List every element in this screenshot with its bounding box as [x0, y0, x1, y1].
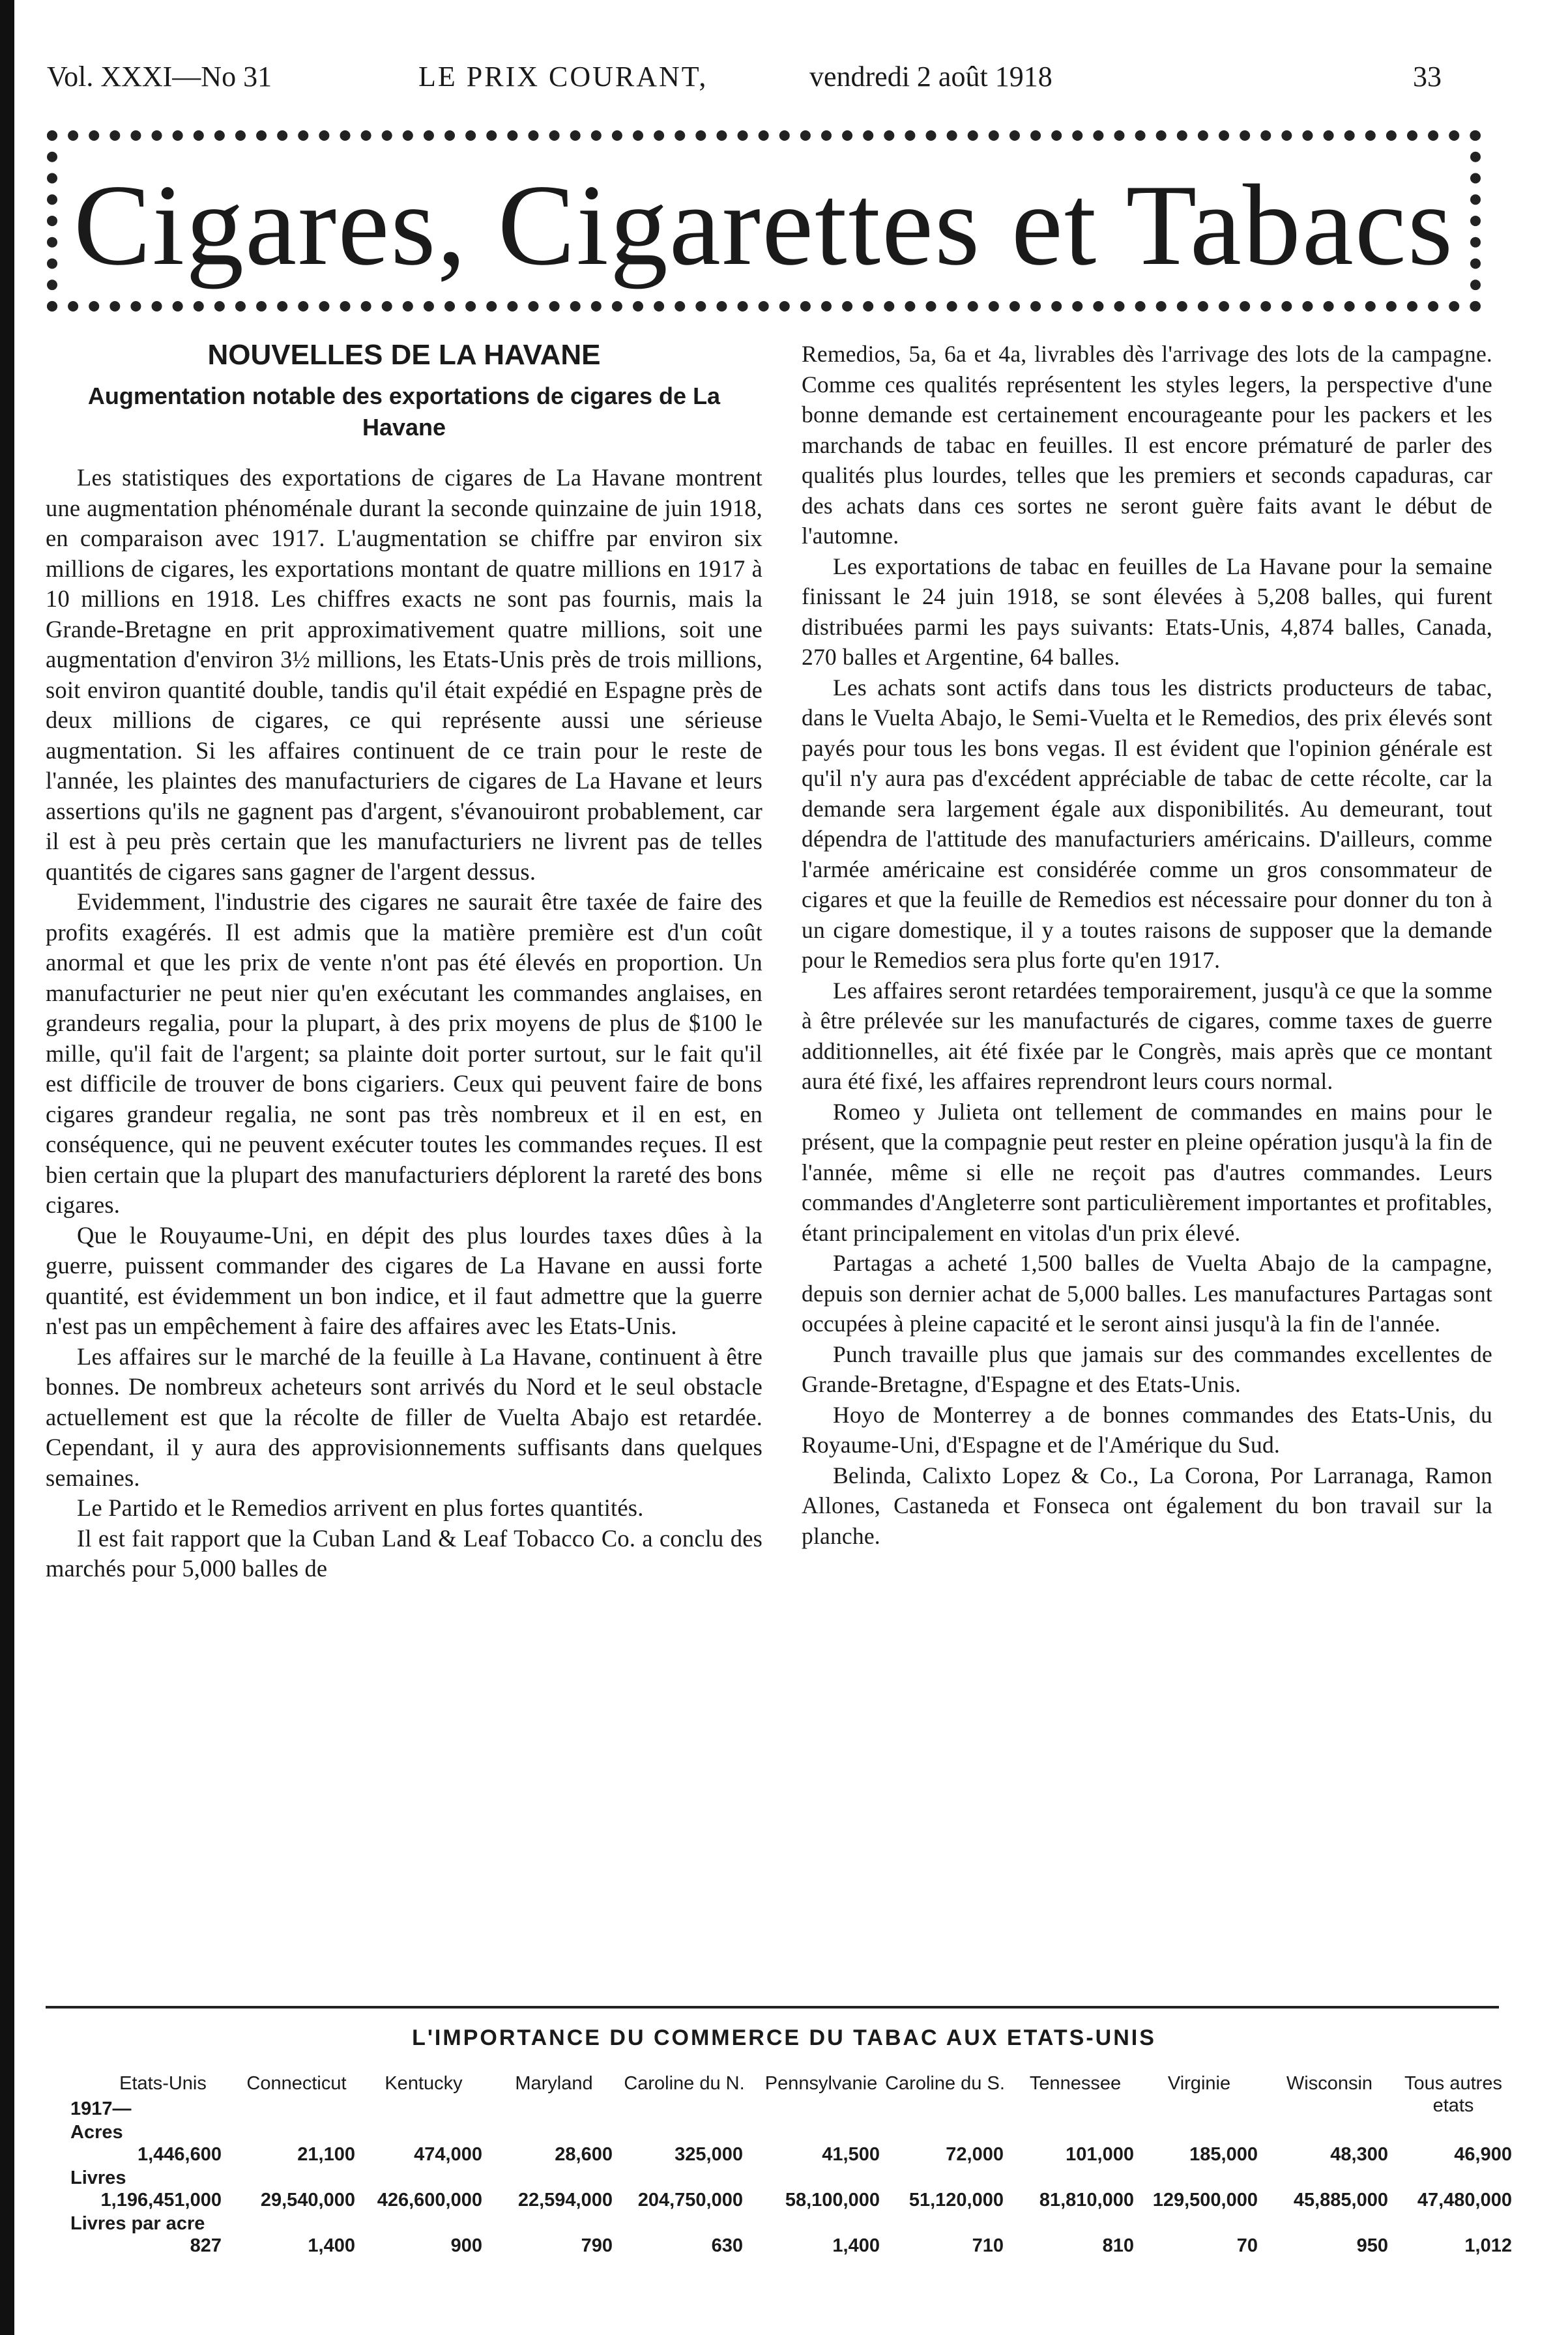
article-paragraph: Evidemment, l'industrie des cigares ne saurait être taxée de faire des profits exagérés. Il est admis que la matière première est d'un coût anormal et que les prix de vente n'ont pas été élevés en proportion. Un manufacturier ne peut nier qu'en exécutant les commandes anglaises, en grandeurs regalia, pour la plupart, à des prix moyens de plus de $100 le mille, qu'il fait de l'argent; sa plainte doit porter surtout, sur le fait qu'il est difficile de trouver de bons cigariers. Ceux qui peuvent faire de bons cigares grandeur regalia, ne sont pas très nombreux et il en est, en conséquence, qui ne peuvent exécuter toutes les commandes reçues. Il est bien certain que la plupart des manufacturiers déplorent la rareté des bons cigares.	[46, 888, 762, 1218]
table-cell: 1,196,451,000	[100, 2190, 222, 2211]
table-cell: 46,900	[1454, 2144, 1512, 2165]
table-cell: 48,300	[1330, 2144, 1388, 2165]
column-header: Tous autres etats	[1404, 2073, 1502, 2116]
article-paragraph: Romeo y Julieta ont tellement de commandes en mains pour le présent, que la compagnie peut rester en pleine opération jusqu'à la fin de l'année, même si elle ne reçoit pas d'autres commandes. Leurs commandes d'Angleterre sont particulièrement importantes et profitables, étant principalement en vitolas d'un prix élevé.	[802, 1098, 1492, 1246]
column-header: Kentucky	[385, 2073, 463, 2094]
table-year-label: 1917—	[70, 2098, 132, 2119]
publication-name: LE PRIX COURANT,	[418, 61, 708, 93]
article-paragraph: Les affaires sur le marché de la feuille à La Havane, continuent à être bonnes. De nombreux acheteurs sont arrivés du Nord et le seul obstacle actuellement est que la récolte de filler de Vuelta Abajo est retardée. Cependant, il y aura des approvisionnements suffisants dans quelques semaines.	[46, 1342, 762, 1491]
issue-date: vendredi 2 août 1918	[809, 61, 1053, 93]
article-paragraph: Partagas a acheté 1,500 balles de Vuelta Abajo de la campagne, depuis son dernier achat de 5,000 balles. Les manufactures Partagas sont occupées à pleine capacité et le seront ainsi jusqu'à la fin de l'année.	[802, 1250, 1492, 1337]
table-cell: 630	[711, 2235, 743, 2256]
column-header: Pennsylvanie	[764, 2073, 878, 2094]
article-paragraph: Punch travaille plus que jamais sur des commandes excellentes de Grande-Bretagne, d'Espagne et des Etats-Unis.	[802, 1341, 1492, 1397]
table-row-label: Livres par acre	[70, 2213, 205, 2234]
table-cell: 21,100	[297, 2144, 355, 2165]
article-left-column	[46, 339, 762, 1584]
table-row-label: Acres	[70, 2122, 123, 2143]
article-paragraph: Les achats sont actifs dans tous les districts producteurs de tabac, dans le Vuelta Abajo, le Semi-Vuelta et le Remedios, des prix élevés sont payés pour tous les bons vegas. Il est évident que l'opinion générale est qu'il n'y aura pas d'excédent appréciable de tabac de cette récolte, car la demande sera largement égale aux disponibilités. Au demeurant, tout dépendra de l'attitude des manufacturiers américains. D'ailleurs, comme l'armée américaine est considérée comme un gros consommateur de cigares et que la feuille de Remedios est nécessaire pour donner du ton à un cigare domestique, il y a toutes raisons de supposer que la demande pour le Remedios sera plus forte qu'en 1917.	[802, 674, 1492, 973]
column-header: Caroline du N.	[624, 2073, 745, 2094]
column-header: Wisconsin	[1286, 2073, 1373, 2094]
article-heading: NOUVELLES DE LA HAVANE	[207, 339, 601, 371]
table-cell: 70	[1236, 2235, 1258, 2256]
table-cell: 28,600	[555, 2144, 613, 2165]
table-cell: 1,012	[1464, 2235, 1512, 2256]
table-cell: 325,000	[675, 2144, 743, 2165]
column-header: Etats-Unis	[119, 2073, 207, 2094]
article-paragraph: Hoyo de Monterrey a de bonnes commandes des Etats-Unis, du Royaume-Uni, d'Espagne et de l'Amérique du Sud.	[802, 1401, 1492, 1458]
table-cell: 204,750,000	[637, 2190, 743, 2211]
table-cell: 900	[450, 2235, 482, 2256]
table-cell: 58,100,000	[785, 2190, 880, 2211]
table-row-label: Livres	[70, 2168, 126, 2188]
column-header: Tennessee	[1029, 2073, 1122, 2094]
table-cell: 810	[1102, 2235, 1134, 2256]
section-divider	[46, 2006, 1499, 2009]
column-header: Caroline du S.	[885, 2073, 1005, 2094]
table-cell: 47,480,000	[1417, 2190, 1512, 2211]
article-paragraph: Les statistiques des exportations de cigares de La Havane montrent une augmentation phénoménale durant la seconde quinzaine de juin 1918, en comparaison avec 1917. L'augmentation se chiffre par environ six millions de cigares, les exportations montant de quatre millions en 1917 à 10 millions en 1918. Les chiffres exacts ne sont pas fournis, mais la Grande-Bretagne en prit approximativement quatre millions, soit une augmentation d'environ 3½ millions, les Etats-Unis près de trois millions, soit environ quantité double, tandis qu'il était expédié en Espagne près de deux millions de cigares, ce qui représente aussi une sérieuse augmentation. Si les affaires continuent de ce train pour le reste de l'année, les plaintes des manufacturiers de cigares de La Havane et leurs assertions qu'ils ne gagnent pas d'argent, s'évanouiront probablement, car il est à peu près certain que les manufacturiers ne livrent pas de telles quantités de cigares sans gagner de l'argent dessus.	[46, 464, 762, 885]
table-cell: 710	[972, 2235, 1004, 2256]
table-cell: 1,446,600	[137, 2144, 222, 2165]
table-cell: 72,000	[946, 2144, 1004, 2165]
table-cell: 950	[1356, 2235, 1388, 2256]
table-cell: 81,810,000	[1039, 2190, 1134, 2211]
table-cell: 426,600,000	[377, 2190, 482, 2211]
table-cell: 185,000	[1189, 2144, 1258, 2165]
section-title: Cigares, Cigarettes et Tabacs	[73, 160, 1455, 289]
volume-number: Vol. XXXI—No 31	[47, 61, 272, 93]
article-paragraph: Les affaires seront retardées temporairement, jusqu'à ce que la somme à être prélevée sur les manufacturés de cigares, comme taxes de guerre additionnelles, ait été fixée par le Congrès, mais après que ce montant aura été fixé, les affaires reprendront leurs cours normal.	[802, 977, 1492, 1094]
table-cell: 41,500	[822, 2144, 880, 2165]
article-paragraph: Les exportations de tabac en feuilles de La Havane pour la semaine finissant le 24 juin 1918, se sont élevées à 5,208 balles, qui furent distribuées parmi les pays suivants: Etats-Unis, 4,874 balles, Canada, 270 balles et Argentine, 64 balles.	[802, 553, 1492, 670]
page-number: 33	[1413, 61, 1442, 93]
table-cell: 101,000	[1066, 2144, 1134, 2165]
article-subheading: Augmentation notable des exportations de cigares de La Havane	[87, 383, 721, 441]
column-header: Connecticut	[246, 2073, 347, 2094]
table-cell: 29,540,000	[260, 2190, 355, 2211]
table-cell: 790	[581, 2235, 613, 2256]
article-paragraph: Remedios, 5a, 6a et 4a, livrables dès l'arrivage des lots de la campagne. Comme ces qualités représentent les styles legers, la perspective d'une bonne demande est certainement encourageante pour les packers et les marchands de tabac en feuilles. Il est encore prématuré de parler des qualités plus lourdes, telles que les premiers et seconds capaduras, car des achats dans ces sortes ne seront guère faits avant le début de l'automne.	[802, 341, 1492, 549]
table-cell: 22,594,000	[517, 2190, 613, 2211]
table-cell: 129,500,000	[1152, 2190, 1258, 2211]
article-paragraph: Belinda, Calixto Lopez & Co., La Corona, Por Larranaga, Ramon Allones, Castaneda et Fonseca ont également du bon travail sur la planche.	[802, 1462, 1492, 1549]
table-cell: 827	[190, 2235, 222, 2256]
section-title-frame	[47, 130, 1481, 312]
article-right-column	[802, 339, 1492, 1551]
table-cell: 45,885,000	[1293, 2190, 1388, 2211]
page-spine-shadow	[0, 0, 14, 2335]
column-header: Virginie	[1167, 2073, 1231, 2094]
table-cell: 474,000	[414, 2144, 482, 2165]
table-cell: 51,120,000	[908, 2190, 1004, 2211]
article-paragraph: Le Partido et le Remedios arrivent en plus fortes quantités.	[77, 1494, 644, 1521]
running-head	[47, 60, 1442, 106]
article-paragraph: Il est fait rapport que la Cuban Land & Leaf Tobacco Co. a conclu des marchés pour 5,000 balles de	[46, 1524, 762, 1582]
article-paragraph: Que le Rouyaume-Uni, en dépit des plus lourdes taxes dûes à la guerre, puissent commander des cigares de La Havane en aussi forte quantité, est évidemment un bon indice, et il faut admettre que la guerre n'est pas un empêchement à faire des affaires avec les Etats-Unis.	[46, 1221, 762, 1339]
column-header: Maryland	[515, 2073, 593, 2094]
table-cell: 1,400	[832, 2235, 880, 2256]
table-title: L'IMPORTANCE DU COMMERCE DU TABAC AUX ETATS-UNIS	[412, 2025, 1156, 2050]
table-cell: 1,400	[308, 2235, 355, 2256]
